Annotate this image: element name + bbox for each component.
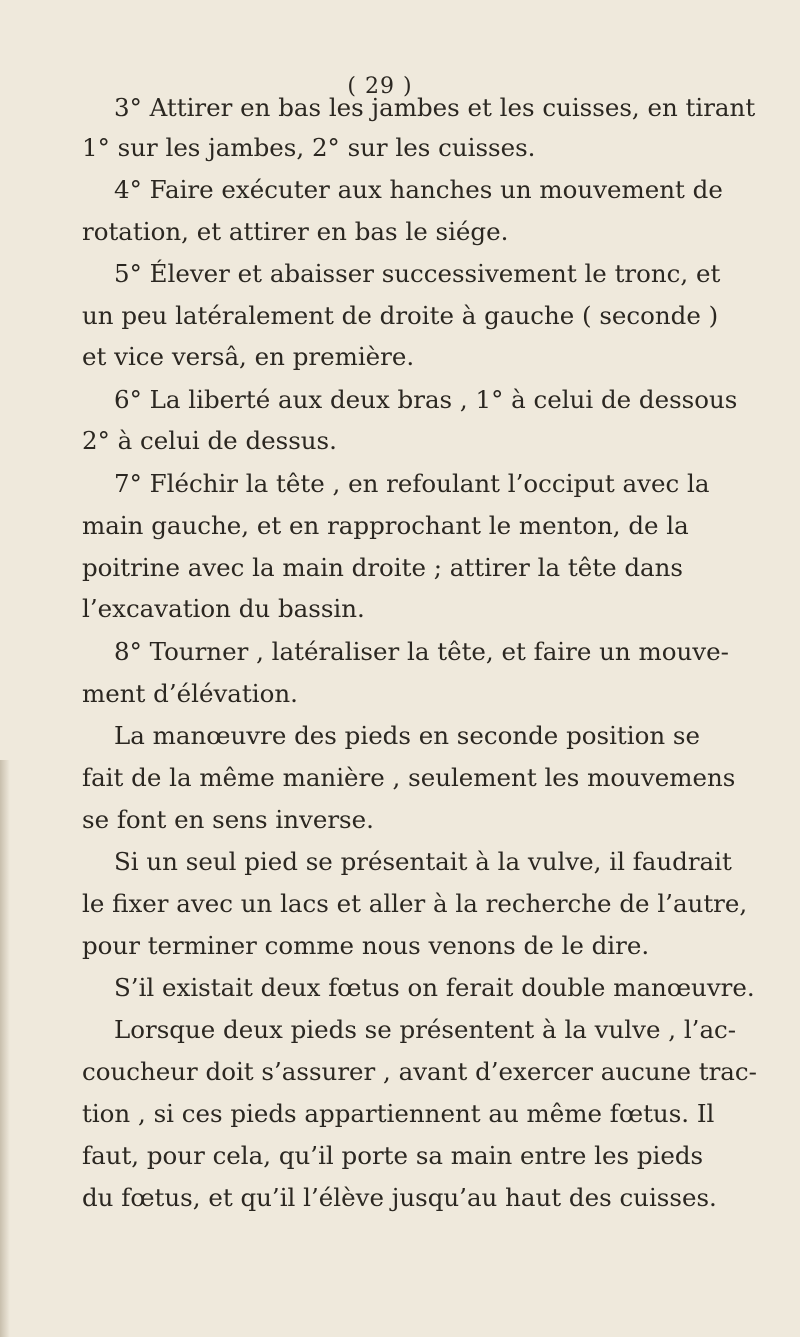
- text-line: pour terminer comme nous venons de le dire.: [82, 931, 650, 960]
- text-line: 6° La liberté aux deux bras , 1° à celui de dessous: [114, 385, 738, 414]
- text-line: le fixer avec un lacs et aller à la recherche de l’autre,: [82, 889, 748, 918]
- text-line: du fœtus, et qu’il l’élève jusqu’au haut des cuisses.: [82, 1183, 717, 1212]
- text-line: et vice versâ, en première.: [82, 342, 415, 371]
- text-line: ment d’élévation.: [82, 679, 298, 708]
- text-line: 7° Fléchir la tête , en refoulant l’occiput avec la: [114, 469, 710, 498]
- text-line: 8° Tourner , latéraliser la tête, et faire un mouve-: [114, 637, 729, 666]
- text-line: se font en sens inverse.: [82, 805, 374, 834]
- page-edge-shadow: [0, 760, 10, 1337]
- text-line: Si un seul pied se présentait à la vulve, il faudrait: [114, 847, 732, 876]
- text-line: coucheur doit s’assurer , avant d’exercer aucune trac-: [82, 1057, 757, 1086]
- text-line: poitrine avec la main droite ; attirer la tête dans: [82, 553, 684, 582]
- text-line: La manœuvre des pieds en seconde position se: [114, 721, 701, 750]
- text-line: main gauche, et en rapprochant le menton, de la: [82, 511, 689, 540]
- text-line: S’il existait deux fœtus on ferait double manœuvre.: [114, 973, 755, 1002]
- text-line: 5° Élever et abaisser successivement le tronc, et: [114, 259, 721, 288]
- page-number: ( 29 ): [347, 74, 413, 99]
- text-line: 1° sur les jambes, 2° sur les cuisses.: [82, 133, 536, 162]
- text-line: un peu latéralement de droite à gauche ( seconde ): [82, 301, 719, 330]
- text-line: fait de la même manière , seulement les mouvemens: [82, 763, 736, 792]
- text-line: l’excavation du bassin.: [82, 594, 365, 623]
- text-line: Lorsque deux pieds se présentent à la vulve , l’ac-: [114, 1015, 737, 1044]
- text-line: tion , si ces pieds appartiennent au même fœtus. Il: [82, 1099, 715, 1128]
- text-line: 4° Faire exécuter aux hanches un mouvement de: [114, 175, 723, 204]
- text-line: 3° Attirer en bas les jambes et les cuisses, en tirant: [114, 93, 756, 122]
- text-line: faut, pour cela, qu’il porte sa main entre les pieds: [82, 1141, 704, 1170]
- text-line: rotation, et attirer en bas le siége.: [82, 217, 509, 246]
- text-line: 2° à celui de dessus.: [82, 426, 337, 455]
